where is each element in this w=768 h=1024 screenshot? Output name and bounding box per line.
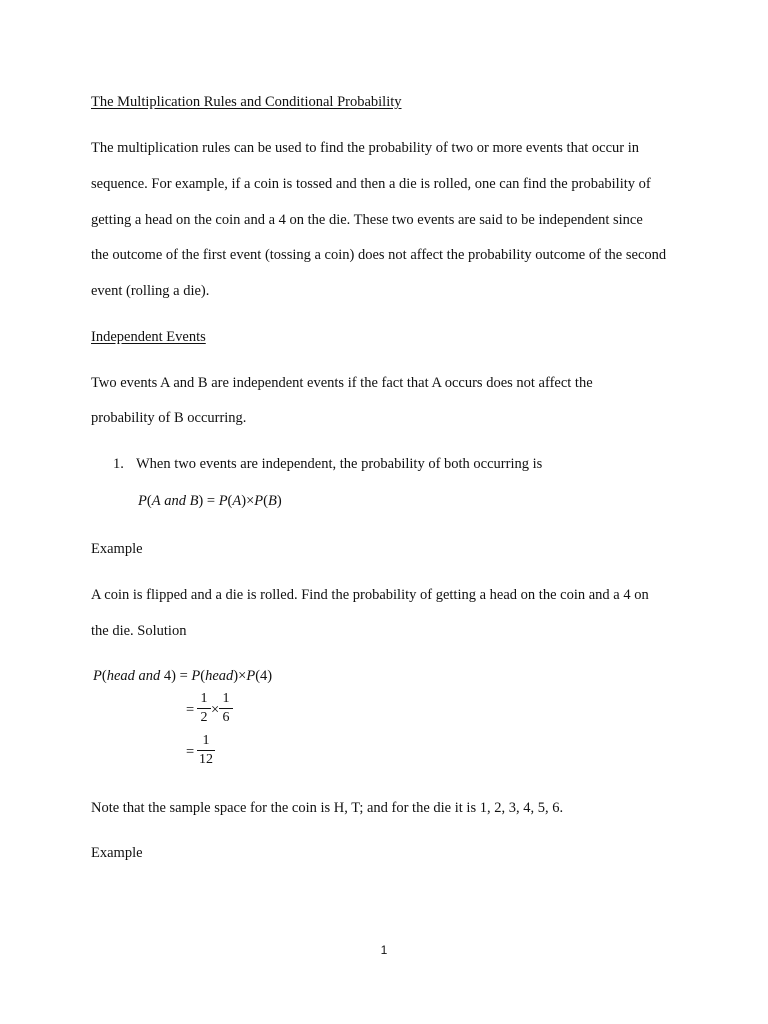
- definition-line-1: Two events A and B are independent events if the fact that A occurs does not affect the: [91, 375, 593, 391]
- intro-line-4: the outcome of the first event (tossing a coin) does not affect the probability outcome of the second: [91, 247, 667, 263]
- denominator: 6: [222, 710, 230, 725]
- rule-text: When two events are independent, the probability of both occurring is: [136, 456, 543, 472]
- denominator: 12: [199, 752, 213, 767]
- intro-line-1: The multiplication rules can be used to find the probability of two or more events that occur in: [91, 140, 640, 156]
- numerator: 1: [200, 691, 208, 706]
- denominator: 2: [200, 710, 208, 725]
- fraction-bar: [197, 750, 215, 751]
- solution-step-1-times: ×: [211, 702, 220, 718]
- document-title: The Multiplication Rules and Conditional Probability: [91, 94, 402, 110]
- example-line-1: A coin is flipped and a die is rolled. Find the probability of getting a head on the coin and a 4 on: [91, 587, 649, 603]
- numerator: 1: [222, 691, 230, 706]
- fraction-bar: [219, 708, 233, 709]
- numerator: 1: [202, 733, 210, 748]
- sample-space-note: Note that the sample space for the coin is H, T; and for the die it is 1, 2, 3, 4, 5, 6.: [91, 800, 564, 816]
- fraction-one-twelfth: [197, 733, 215, 768]
- solution-step-2-equals: =: [186, 744, 195, 760]
- solution-step-1-equals: =: [186, 702, 195, 718]
- page-number: 1: [380, 943, 388, 957]
- definition-line-2: probability of B occurring.: [91, 410, 247, 426]
- section-heading: Independent Events: [91, 329, 206, 345]
- intro-line-3: getting a head on the coin and a 4 on the die. These two events are said to be independent since: [91, 212, 643, 228]
- example-label-1: Example: [91, 541, 143, 557]
- rule-number: 1.: [113, 456, 124, 472]
- solution-line-1: P(head and 4) = P(head)×P(4): [93, 668, 273, 684]
- intro-line-2: sequence. For example, if a coin is tossed and then a die is rolled, one can find the probability of: [91, 176, 651, 192]
- fraction-one-half: [197, 691, 211, 726]
- intro-line-5: event (rolling a die).: [91, 283, 210, 299]
- fraction-one-sixth: [219, 691, 233, 726]
- example-line-2: the die. Solution: [91, 623, 187, 639]
- independence-formula: P(A and B) = P(A)×P(B): [138, 493, 282, 509]
- fraction-bar: [197, 708, 211, 709]
- example-label-2: Example: [91, 845, 143, 861]
